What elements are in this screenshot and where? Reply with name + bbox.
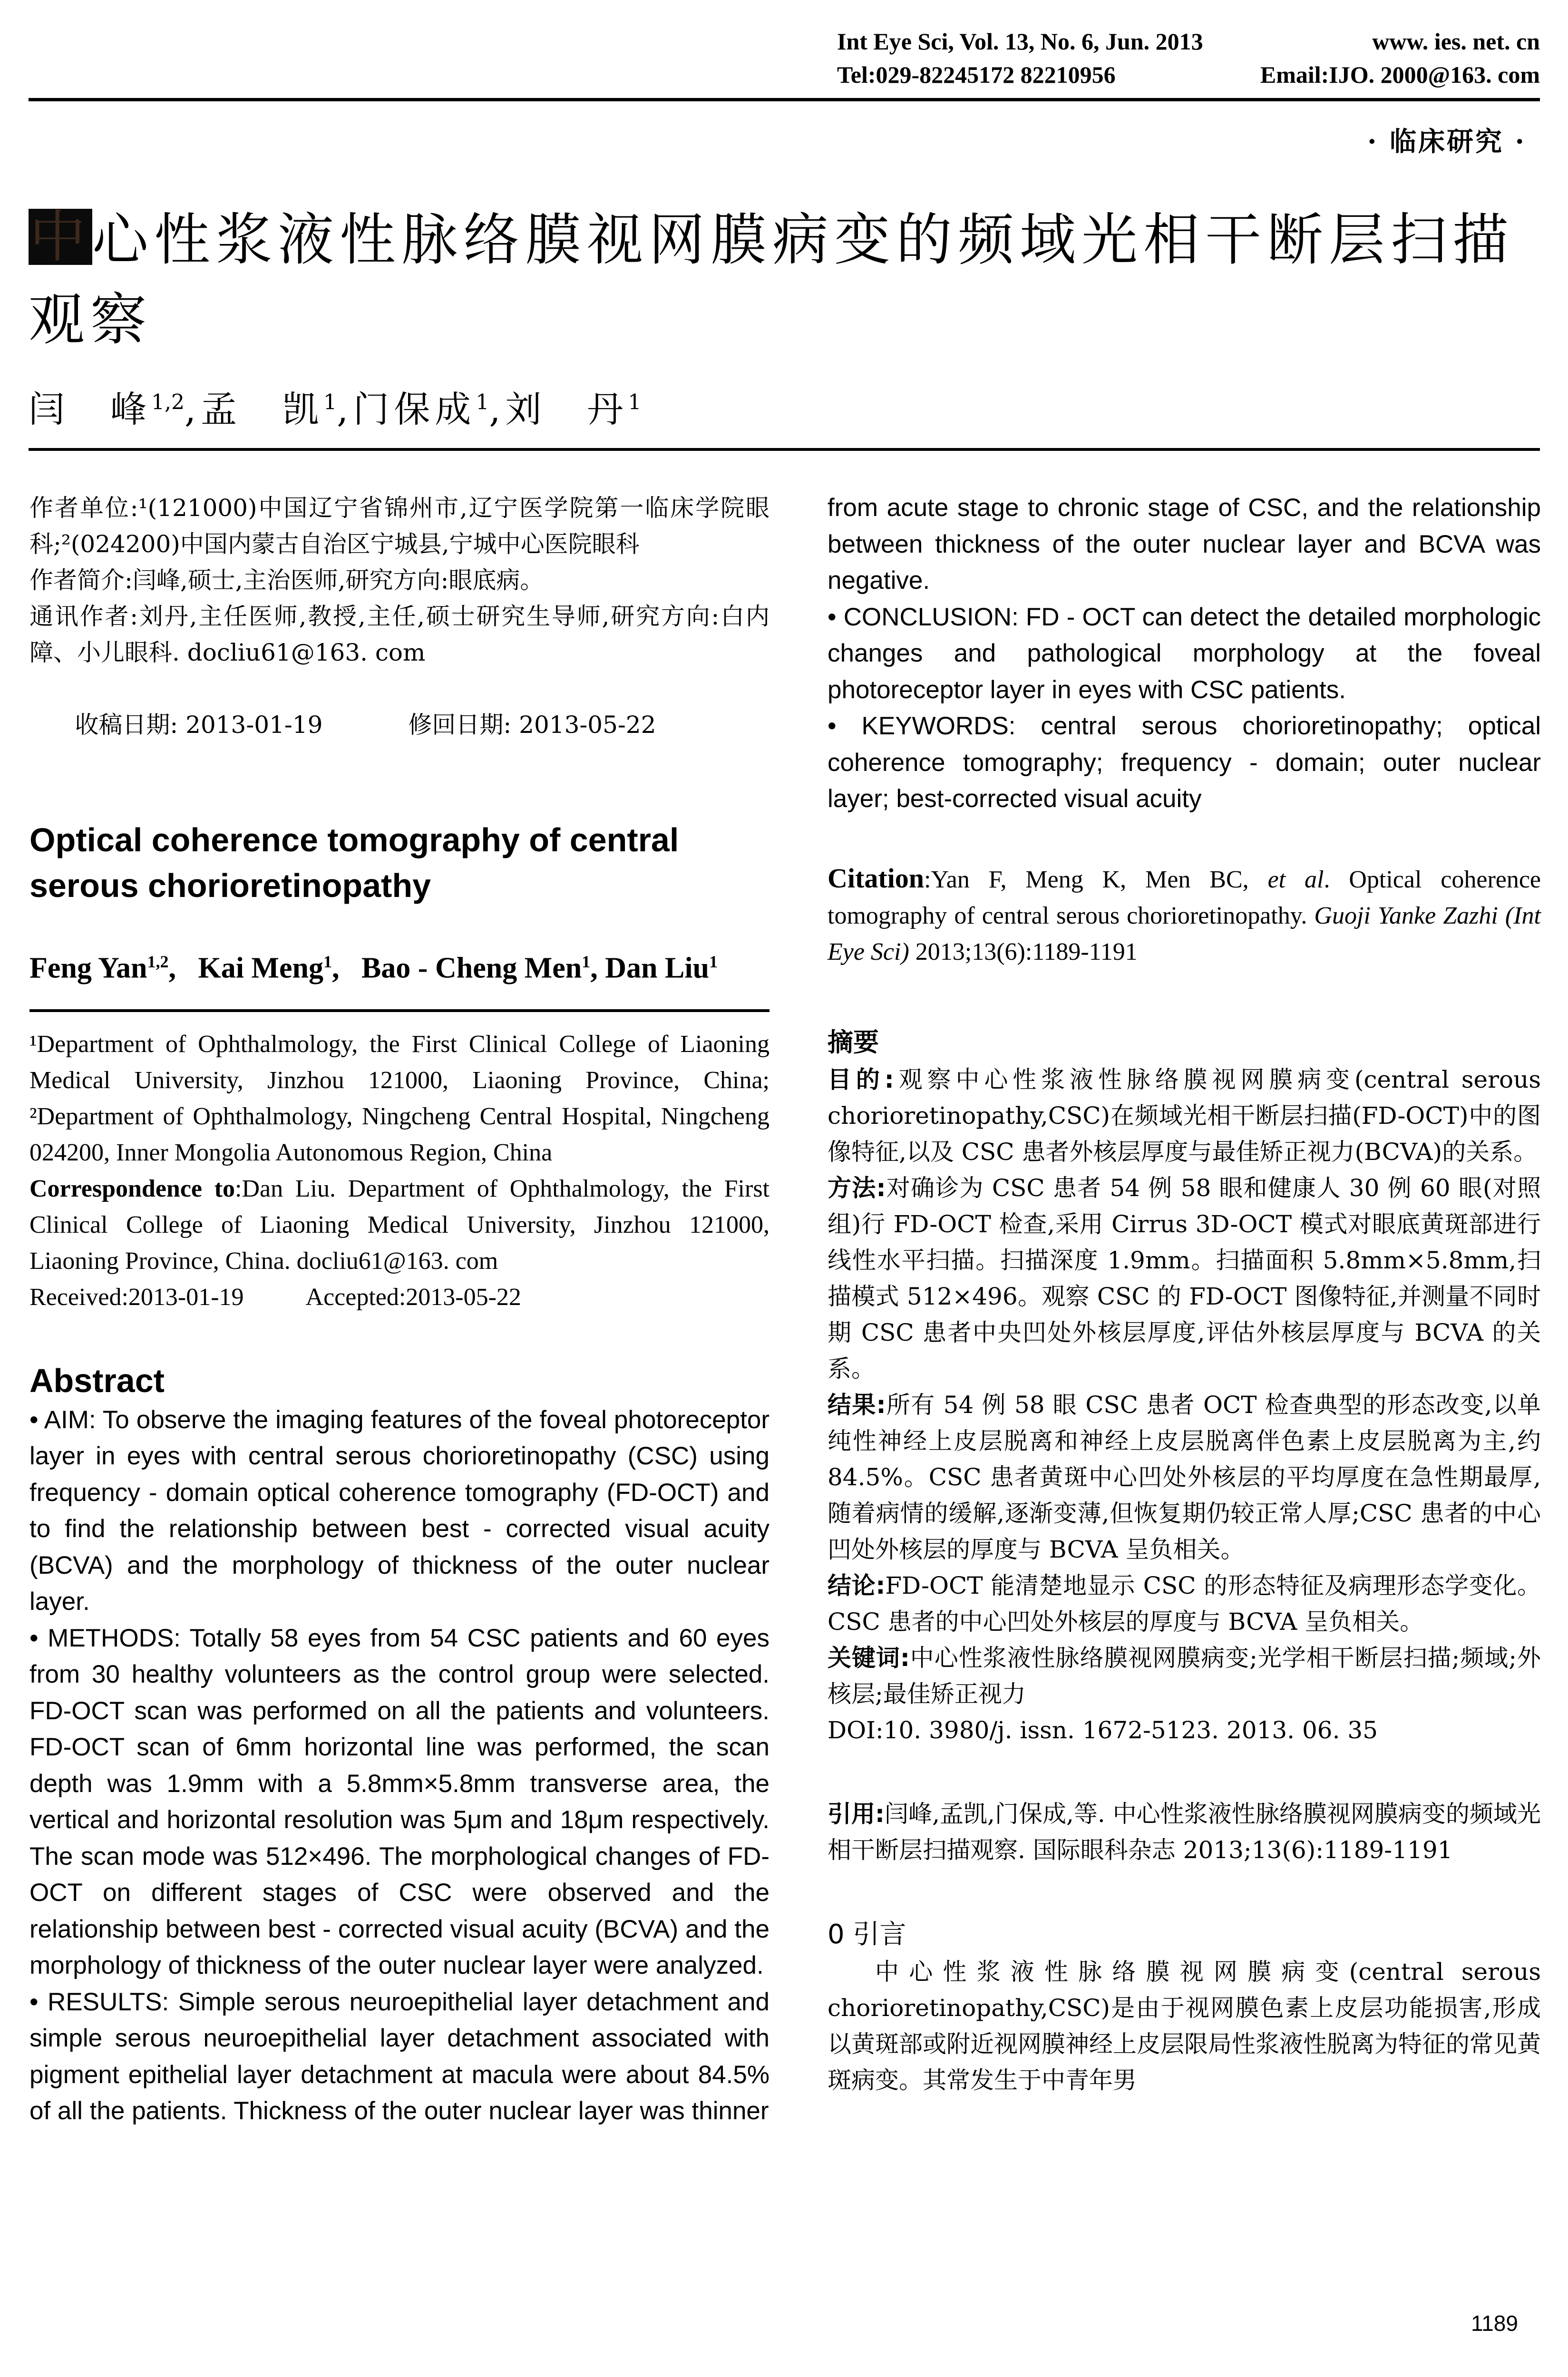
- author-affil-sup: 1: [709, 952, 718, 971]
- journal-website[interactable]: www. ies. net. cn: [1372, 28, 1540, 55]
- citation-etal: et al: [1267, 866, 1324, 893]
- author-name: Kai Meng: [198, 952, 323, 984]
- corresponding-author-cn: 通讯作者:刘丹,主任医师,教授,主任,硕士研究生导师,研究方向:白内障、小儿眼科. docliu61@163. com: [29, 603, 769, 666]
- title-rule: [29, 448, 1540, 451]
- author-bio-cn: 作者简介:闫峰,硕士,主治医师,研究方向:眼底病。: [29, 566, 544, 594]
- introduction-text: 中心性浆液性脉络膜视网膜病变(central serous chorioretinopathy,CSC)是由于视网膜色素上皮层功能损害,形成以黄斑部或附近视网膜神经上皮层限局性浆液性脱离为特征的常见黄斑病变。其常发生于中青年男: [828, 1958, 1541, 2094]
- affiliation-rule: [29, 1009, 769, 1012]
- journal-email[interactable]: Email:IJO. 2000@163. com: [1260, 61, 1540, 88]
- author-affil-sup: 1,2: [147, 952, 169, 971]
- journal-tel: Tel:029-82245172 82210956: [837, 61, 1116, 88]
- revised-date-cn: 修回日期: 2013-05-22: [408, 711, 656, 739]
- abstract-cn-results: [828, 1387, 1541, 1568]
- abstract-results-continued: from acute stage to chronic stage of CSC, and the relationship between thickness of the outer nuclear layer and BCVA was negative.: [828, 494, 1541, 594]
- authors-en: Feng Yan$^{1,2}$, Kai Meng$^1$, Bao - Cheng Men$^1$, Dan Liu$^1$: [29, 952, 718, 984]
- correspondence-label: Correspondence to: [29, 1175, 235, 1202]
- received-date-en: Received:2013-01-19: [29, 1283, 244, 1311]
- page-number: 1189: [1471, 2311, 1518, 2336]
- title-rest: 心性浆液性脉络膜视网膜病变的频域光相干断层扫描观察: [29, 207, 1515, 352]
- author-name: Bao - Cheng Men: [361, 952, 582, 984]
- author-name: 闫 峰: [29, 388, 151, 430]
- correspondence-en: [29, 1171, 769, 1279]
- author-affil-sup: 1,2: [151, 390, 185, 415]
- author-affil-sup: 1: [476, 390, 489, 415]
- author-name: Dan Liu: [605, 952, 710, 984]
- journal-issue: Int Eye Sci, Vol. 13, No. 6, Jun. 2013: [837, 28, 1203, 55]
- dates-en: [29, 1279, 769, 1315]
- section-tag: · 临床研究 ·: [1367, 126, 1526, 157]
- abstract-aim: • AIM: To observe the imaging features of the foveal photoreceptor layer in eyes with central serous chorioretinopathy (CSC) using frequency - domain optical coherence tomography (FD-OCT) and to find the relationship between best - corrected visual acuity (BCVA) and the morphology of thickness of the outer nuclear layer.: [29, 1405, 769, 1616]
- author-name: 门保成: [353, 388, 476, 430]
- abstract-cn-text: 对确诊为 CSC 患者 54 例 58 眼和健康人 30 例 60 眼(对照组)行 FD-OCT 检查,采用 Cirrus 3D-OCT 模式对眼底黄斑部进行线性水平扫描。扫描深度 1.9mm。扫描面积 5.8mm×5.8mm,扫描模式 512×496。观察 CSC 的 FD-OCT 图像特征,并测量不同时期 CSC 患者中央凹处外核层厚度,评估外核层厚度与 BCVA 的关系。: [828, 1174, 1541, 1383]
- abstract-cn-label: 方法:: [828, 1174, 886, 1202]
- abstract-cn-label: 关键词:: [828, 1644, 910, 1672]
- abstract-cn-text: 中心性浆液性脉络膜视网膜病变;光学相干断层扫描;频域;外核层;最佳矫正视力: [828, 1644, 1541, 1708]
- abstract-conclusion: • CONCLUSION: FD - OCT can detect the detailed morphologic changes and pathological morphology at the foveal photoreceptor layer in eyes with CSC patients.: [828, 603, 1541, 704]
- citation-title: . Optical coherence tomography of central serous chorioretinopathy.: [828, 866, 1541, 929]
- abstract-cn-keywords: [828, 1640, 1541, 1712]
- abstract-cn-text: FD-OCT 能清楚地显示 CSC 的形态特征及病理形态学变化。CSC 患者的中心凹处外核层的厚度与 BCVA 呈负相关。: [828, 1571, 1541, 1636]
- introduction-heading: 0 引言: [828, 1919, 906, 1950]
- left-column: [29, 490, 769, 2130]
- citation-journal-en: (Int Eye Sci): [828, 902, 1541, 965]
- title-drop-char: 中: [29, 204, 92, 270]
- affiliation-cn: 作者单位:¹(121000)中国辽宁省锦州市,辽宁医学院第一临床学院眼科;²(024200)中国内蒙古自治区宁城县,宁城中心医院眼科: [29, 494, 769, 558]
- abstract-cn-label: 结果:: [828, 1391, 886, 1419]
- affiliation-en: ¹Department of Ophthalmology, the First Clinical College of Liaoning Medical University, Jinzhou 121000, Liaoning Province, China; ²Department of Ophthalmology, Ningcheng Central Hospital, Ningcheng 024200, Inner Mongolia Autonomous Region, China: [29, 1030, 769, 1166]
- abstract-cn-methods: [828, 1170, 1541, 1387]
- received-date-cn: 收稿日期: 2013-01-19: [75, 711, 323, 739]
- author-affil-sup: 1: [582, 952, 591, 971]
- abstract-keywords: • KEYWORDS: central serous chorioretinopathy; optical coherence tomography; frequency - domain; outer nuclear layer; best-corrected visual acuity: [828, 712, 1541, 813]
- citation-journal: Guoji Yanke Zazhi: [1314, 902, 1498, 929]
- citation-authors: :Yan F, Meng K, Men BC,: [924, 866, 1268, 893]
- running-header: [837, 25, 1540, 91]
- abstract-cn-label: 目的:: [828, 1065, 894, 1093]
- author-info-cn: [29, 490, 769, 779]
- abstract-results: • RESULTS: Simple serous neuroepithelial layer detachment and simple serous neuroepithelial layer detachment associated with pigment epithelial layer detachment at macula were about 84.5% of all the patients. Thickness of the outer nuclear layer was thinner: [29, 1987, 769, 2125]
- author-affil-sup: 1: [323, 952, 332, 971]
- abstract-cn-label: 结论:: [828, 1571, 886, 1599]
- author-name: 孟 凯: [201, 388, 324, 430]
- accepted-date-en: Accepted:2013-05-22: [305, 1283, 521, 1311]
- abstract-cn-text: 观察中心性浆液性脉络膜视网膜病变(central serous chorioretinopathy,CSC)在频域光相干断层扫描(FD-OCT)中的图像特征,以及 CSC 患者外核层厚度与最佳矫正视力(BCVA)的关系。: [828, 1065, 1541, 1166]
- article-title-en: Optical coherence tomography of central serous chorioretinopathy: [29, 821, 679, 904]
- citation-volume: 2013;13(6):1189-1191: [909, 938, 1138, 965]
- author-name: Feng Yan: [29, 952, 147, 984]
- dates-cn: [29, 671, 769, 779]
- abstract-methods: • METHODS: Totally 58 eyes from 54 CSC patients and 60 eyes from 30 healthy volunteers as the control group were selected. FD-OCT scan was performed on all the patients and volunteers. FD-OCT scan of 6mm horizontal line was performed, the scan depth was 1.9mm with a 5.8mm×5.8mm transverse area, the vertical and horizontal resolution was 5μm and 18μm respectively. The scan mode was 512×496. The morphological changes of FD-OCT on different stages of CSC were observed and the relationship between best - corrected visual acuity (BCVA) and the morphology of thickness of the outer nuclear layer were analyzed.: [29, 1624, 769, 1980]
- authors-cn: 闫 峰$^{1,2}$,孟 凯$^1$,门保成$^1$,刘 丹$^1$: [29, 388, 642, 430]
- abstract-heading: Abstract: [29, 1362, 165, 1399]
- abstract-cn-heading: 摘要: [828, 1027, 879, 1057]
- citation-label: Citation: [828, 862, 924, 894]
- article-title-cn: [29, 200, 1550, 360]
- header-rule: [29, 98, 1540, 101]
- citation-cn: [828, 1796, 1541, 1868]
- author-affil-sup: 1: [628, 390, 642, 415]
- doi[interactable]: DOI:10. 3980/j. issn. 1672-5123. 2013. 06. 35: [828, 1716, 1378, 1744]
- author-affil-sup: 1: [323, 390, 337, 415]
- correspondence-text: :Dan Liu. Department of Ophthalmology, the First Clinical College of Liaoning Medical University, Jinzhou 121000, Liaoning Province, China. docliu61@163. com: [29, 1175, 770, 1275]
- citation-cn-label: 引用:: [828, 1800, 885, 1828]
- abstract-cn-conclusion: [828, 1568, 1541, 1640]
- author-name: 刘 丹: [505, 388, 628, 430]
- right-column: [828, 490, 1541, 2098]
- abstract-cn-text: 所有 54 例 58 眼 CSC 患者 OCT 检查典型的形态改变,以单纯性神经上皮层脱离和神经上皮层脱离伴色素上皮层脱离为主,约 84.5%。CSC 患者黄斑中心凹处外核层的平均厚度在急性期最厚,随着病情的缓解,逐渐变薄,但恢复期仍较正常人厚;CSC 患者的中心凹处外核层的厚度与 BCVA 呈负相关。: [828, 1391, 1541, 1563]
- citation-en: [828, 860, 1541, 970]
- abstract-cn-aim: [828, 1062, 1541, 1170]
- citation-cn-text: 闫峰,孟凯,门保成,等. 中心性浆液性脉络膜视网膜病变的频域光相干断层扫描观察. 国际眼科杂志 2013;13(6):1189-1191: [828, 1800, 1541, 1864]
